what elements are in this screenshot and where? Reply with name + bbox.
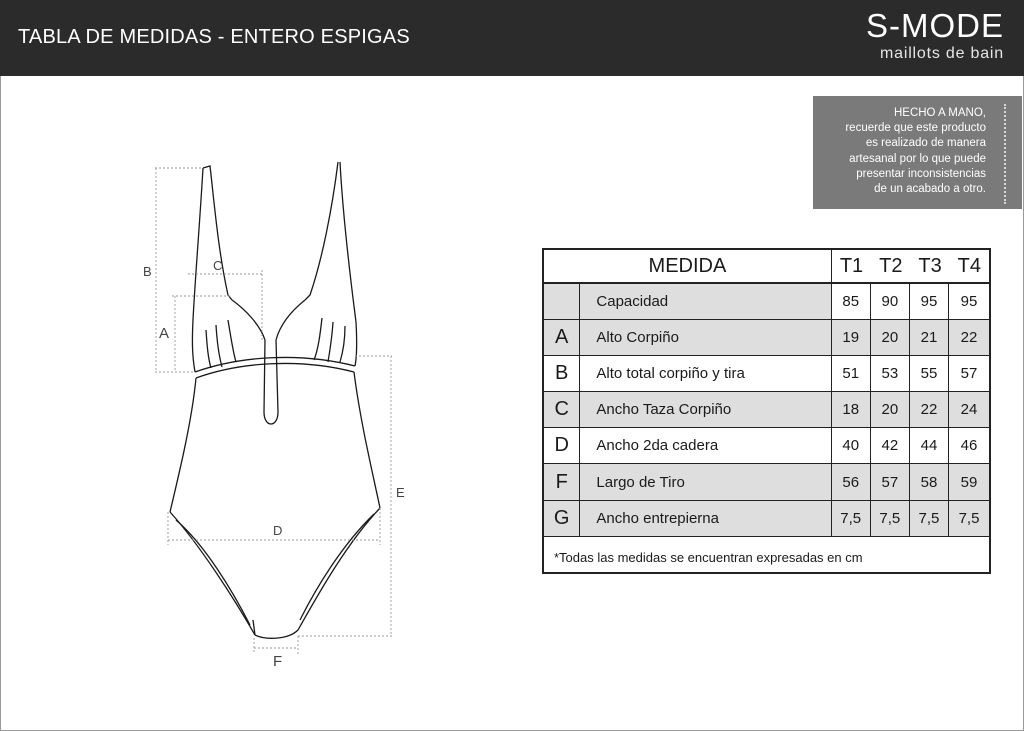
row-name: Alto Corpiño (580, 320, 831, 356)
row-value: 53 (871, 356, 910, 392)
row-value: 57 (871, 464, 910, 501)
note-line: de un acabado a otro. (874, 183, 986, 196)
row-value: 85 (832, 284, 871, 320)
note-text (816, 106, 986, 197)
label-c: C (213, 258, 223, 273)
row-value: 22 (949, 320, 989, 356)
row-value: 7,5 (910, 501, 949, 537)
row-value: 90 (871, 284, 910, 320)
row-value: 19 (832, 320, 871, 356)
table-header-row (544, 250, 989, 284)
row-value: 56 (832, 464, 871, 501)
row-value: 59 (949, 464, 989, 501)
row-value: 21 (910, 320, 949, 356)
table-row (544, 501, 989, 537)
note-line: HECHO A MANO, (893, 107, 986, 119)
row-value: 7,5 (949, 501, 989, 537)
size-table (542, 248, 991, 574)
row-letter: B (544, 356, 580, 392)
header-size: T4 (950, 250, 989, 284)
table-row (544, 464, 989, 501)
note-line: presentar inconsistencias (856, 167, 986, 180)
row-value: 55 (910, 356, 949, 392)
row-value: 58 (910, 464, 949, 501)
row-letter: A (544, 320, 580, 356)
label-b: B (143, 264, 152, 279)
label-e: E (396, 485, 405, 500)
table-row (544, 392, 989, 428)
row-letter: D (544, 428, 580, 464)
row-value: 7,5 (832, 501, 871, 537)
row-value: 7,5 (871, 501, 910, 537)
row-value: 40 (832, 428, 871, 464)
table-row (544, 356, 989, 392)
row-name: Capacidad (580, 284, 831, 320)
row-name: Ancho Taza Corpiño (580, 392, 831, 428)
row-letter (544, 284, 580, 320)
row-letter: F (544, 464, 580, 501)
table-row (544, 284, 989, 320)
header-size: T1 (832, 250, 871, 284)
brand-logo (866, 8, 1004, 64)
row-value: 24 (949, 392, 989, 428)
header-size: T3 (910, 250, 949, 284)
label-a: A (159, 325, 170, 342)
row-letter: G (544, 501, 580, 537)
dotted-divider (1004, 104, 1006, 204)
note-line: artesanal por lo que puede (849, 152, 986, 165)
row-value: 44 (910, 428, 949, 464)
note-line: recuerde que este producto (845, 122, 986, 135)
measure-guides (155, 168, 392, 654)
table-row (544, 320, 989, 356)
label-d: D (273, 523, 283, 538)
row-value: 95 (910, 284, 949, 320)
row-value: 20 (871, 320, 910, 356)
row-name: Ancho 2da cadera (580, 428, 831, 464)
row-value: 95 (949, 284, 989, 320)
header-size: T2 (871, 250, 910, 284)
page-title: TABLA DE MEDIDAS - ENTERO ESPIGAS (18, 26, 410, 48)
row-name: Ancho entrepierna (580, 501, 831, 537)
header-medida: MEDIDA (544, 250, 832, 284)
row-value: 57 (949, 356, 989, 392)
row-name: Largo de Tiro (580, 464, 831, 501)
handmade-note (813, 96, 1022, 209)
row-name: Alto total corpiño y tira (580, 356, 831, 392)
row-value: 18 (832, 392, 871, 428)
row-value: 51 (832, 356, 871, 392)
note-line: es realizado de manera (865, 137, 986, 150)
row-letter: C (544, 392, 580, 428)
row-value: 20 (871, 392, 910, 428)
measure-labels (143, 258, 405, 670)
row-value: 22 (910, 392, 949, 428)
brand-tagline: maillots de bain (880, 45, 1004, 62)
table-row (544, 428, 989, 464)
row-value: 42 (871, 428, 910, 464)
row-value: 46 (949, 428, 989, 464)
brand-name: S-MODE (866, 7, 1004, 44)
table-footnote: *Todas las medidas se encuentran expresadas en cm (554, 550, 863, 565)
swimsuit-outline (170, 162, 380, 638)
label-f: F (273, 653, 283, 670)
